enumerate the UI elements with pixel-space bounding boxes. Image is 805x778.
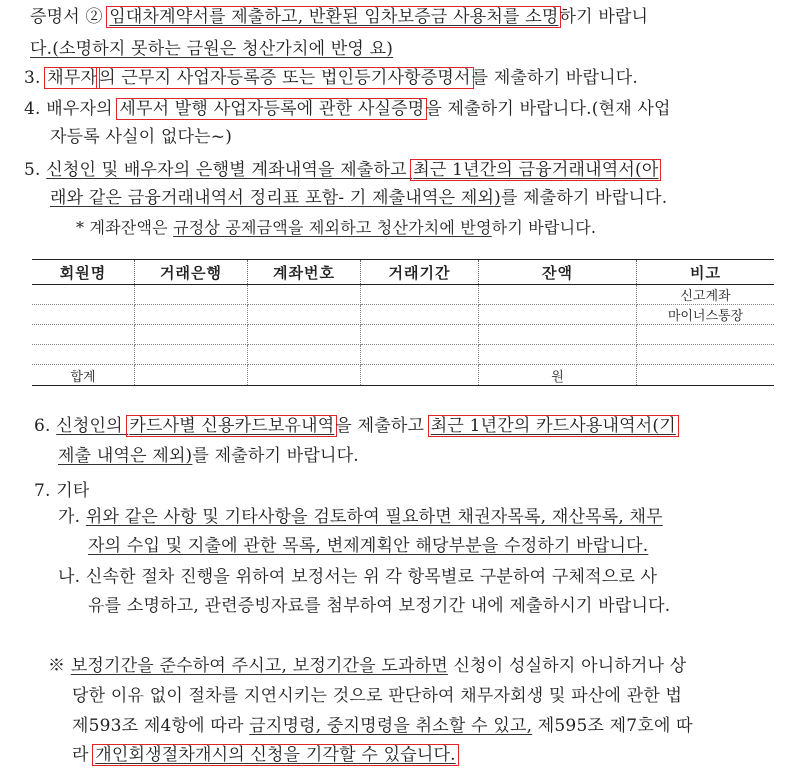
highlighted-text: 채무자: [44, 67, 100, 89]
item-7-na: [58, 564, 657, 590]
note-line: [72, 683, 682, 709]
text: 위와 같은 사항 및 기타사항을 검토하여 필요하면 채권자목록, 재산목록, 채무: [85, 507, 663, 527]
column-header: 거래기간: [361, 260, 479, 285]
table-row: [32, 305, 774, 325]
highlighted-text: 최근 1년간의 금융거래내역서(아: [410, 159, 661, 181]
column-header: 잔액: [479, 260, 637, 285]
text: 금지명령, 중지명령을 취소할 수 있고,: [249, 716, 533, 736]
text: 신청이 성실하지 아니하거나 상: [447, 656, 687, 676]
highlighted-text: 최근 1년간의 카드사용내역서(기: [428, 415, 679, 437]
text: 래와 같은 금융거래내역서 정리표 포함- 기 제출내역은 제외): [50, 188, 501, 208]
note-cell: 신고계좌: [637, 285, 775, 305]
text: 제595조 제7호에 따: [532, 716, 693, 736]
item-3: [24, 65, 638, 91]
note-line: [72, 713, 693, 739]
highlighted-text: 의 근무지 사업자등록증 또는 법인등기사항증명서: [99, 68, 471, 88]
item-number: 5.: [24, 160, 47, 180]
text: 당한 이유 없이 절차를 지연시키는 것으로 판단하여 채무자회생 및 파산에 관한 법: [72, 686, 683, 706]
table-row: [32, 325, 774, 345]
text: 배우자의: [46, 99, 119, 119]
item-number: 나.: [58, 567, 86, 587]
text: 유를 소명하고, 관련증빙자료를 첨부하여 보정기간 내에 제출하시기 바랍니다.: [88, 596, 671, 616]
text: 기타: [56, 481, 90, 501]
text: 를 제출하기 바랍니다.: [192, 446, 359, 466]
item-number: 6.: [34, 416, 57, 436]
text: * 계좌잔액은: [76, 218, 174, 237]
item-6-cont: [58, 443, 359, 469]
column-header: 계좌번호: [248, 260, 361, 285]
table-header: [32, 260, 774, 285]
note-line: [72, 742, 457, 768]
item-4: [24, 96, 671, 122]
highlighted-text: 세무서 발행 사업자등록에 관한 사실증명: [116, 98, 427, 120]
text: 자의 수입 및 지출에 관한 목록, 변제계획안 해당부분을 수정하기 바랍니다.: [88, 536, 649, 556]
item-6: [34, 413, 677, 439]
column-header: 회원명: [32, 260, 135, 285]
text: 보정기간을 준수하여 주시고, 보정기간을 도과하면: [70, 656, 448, 676]
text: 신청인의: [56, 416, 129, 436]
highlighted-text: 카드사별 신용카드보유내역: [126, 415, 337, 437]
note-line: [48, 653, 686, 679]
item-7-na-cont: [88, 593, 670, 619]
paragraph-line: [30, 36, 393, 62]
text: 신속한 절차 진행을 위하여 보정서는 위 각 항목별로 구분하여 구체적으로 사: [85, 567, 658, 587]
item-7-ga: [58, 504, 663, 530]
highlighted-text: 임대차계약서를 제출하고, 반환된 임차보증금 사용처를 소명: [106, 6, 561, 28]
paragraph-line: [30, 4, 648, 30]
total-row: [32, 365, 774, 386]
total-label: 합계: [32, 365, 135, 386]
note-mark: ※: [48, 656, 71, 676]
account-table: [32, 259, 774, 386]
text: 을 제출하고: [335, 416, 430, 436]
text: 하기 바랍니다.: [491, 218, 597, 237]
text: 하기 바랍니: [559, 7, 649, 27]
text: 라: [72, 745, 95, 765]
text: 자등록 사실이 없다는~): [50, 127, 233, 147]
item-5-note: [76, 215, 596, 241]
item-5-cont: [50, 185, 667, 211]
note-cell: 마이너스통장: [637, 305, 775, 325]
highlighted-text: 개인회생절차개시의 신청을 기각할 수 있습니다.: [92, 744, 458, 766]
text: 증명서 ②: [30, 7, 109, 27]
item-5: [24, 157, 659, 183]
item-number: 가.: [58, 507, 86, 527]
total-unit: 원: [479, 365, 637, 386]
text: 제593조 제4항에 따라: [72, 716, 250, 736]
item-7: [34, 478, 89, 504]
text: 를 제출하기 바랍니다.: [471, 68, 639, 88]
item-number: 7.: [34, 481, 57, 501]
text: 제출 내역은 제외): [58, 446, 193, 466]
item-4-cont: [50, 124, 232, 150]
item-number: 3.: [24, 68, 47, 88]
text: 를 제출하기 바랍니다.: [500, 188, 668, 208]
text: 다.(소명하지 못하는 금원은 청산가치에 반영 요): [30, 39, 394, 59]
item-number: 4.: [24, 99, 47, 119]
column-header: 비고: [637, 260, 775, 285]
table-row: [32, 345, 774, 365]
column-header: 거래은행: [135, 260, 248, 285]
item-7-ga-cont: [88, 533, 648, 559]
text: 을 제출하기 바랍니다.(현재 사업: [425, 99, 671, 119]
text: 규정상 공제금액을 제외하고 청산가치에 반영: [173, 218, 492, 237]
table-row: [32, 285, 774, 305]
text: 신청인 및 배우자의 은행별 계좌내역을 제출하고: [46, 160, 413, 180]
